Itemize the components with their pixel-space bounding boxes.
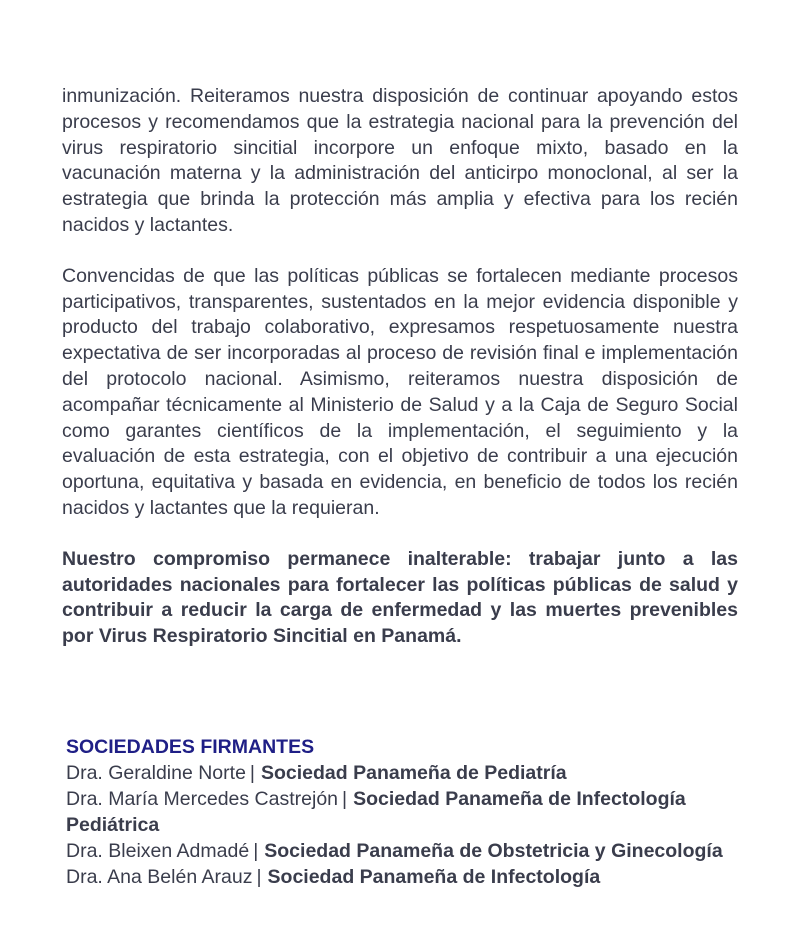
signer-name: Dra. Geraldine Norte (66, 762, 246, 784)
signer-separator: | (256, 866, 262, 888)
signer-row (66, 786, 766, 838)
signer-organization: Sociedad Panameña de Infectología (267, 866, 601, 888)
signer-name: Dra. Ana Belén Arauz (66, 866, 253, 888)
signer-name: Dra. María Mercedes Castrejón (66, 788, 339, 810)
paragraph-commitment: Nuestro compromiso permanece inalterable: trabajar junto a las autoridades nacionales para fortalecer las políticas públicas de salud y contribuir a reducir la carga de enfermedad y las muertes prevenibles por Virus Respiratorio Sincitial en Panamá. (62, 547, 738, 648)
signers-title: SOCIEDADES FIRMANTES (66, 736, 315, 758)
signer-separator: | (253, 840, 259, 862)
signer-separator: | (342, 788, 348, 810)
signer-organization: Sociedad Panameña de Pediatría (261, 762, 567, 784)
signer-name: Dra. Bleixen Admadé (66, 840, 250, 862)
signing-societies (66, 734, 766, 890)
signer-row (66, 760, 766, 786)
signer-organization: Sociedad Panameña de Infectología Pediátrica (66, 788, 686, 836)
paragraph-immunization: inmunización. Reiteramos nuestra disposición de continuar apoyando estos procesos y recomendamos que la estrategia nacional para la prevención del virus respiratorio sincitial incorpore un enfoque mixto, basado en la vacunación materna y la administración del anticirpo monoclonal, al ser la estrategia que brinda la protección más amplia y efectiva para los recién nacidos y lactantes. (62, 85, 738, 236)
signer-separator: | (249, 762, 255, 784)
paragraph-public-policies: Convencidas de que las políticas públicas se fortalecen mediante procesos participativos, transparentes, sustentados en la mejor evidencia disponible y producto del trabajo colaborativo, expresamos respetuosamente nuestra expectativa de ser incorporadas al proceso de revisión final e implementación del protocolo nacional. Asimismo, reiteramos nuestra disposición de acompañar técnicamente al Ministerio de Salud y a la Caja de Seguro Social como garantes científicos de la implementación, el seguimiento y la evaluación de esta estrategia, con el objetivo de contribuir a una ejecución oportuna, equitativa y basada en evidencia, en beneficio de todos los recién nacidos y lactantes que la requieran. (62, 264, 738, 519)
signer-row (66, 838, 766, 864)
signer-row (66, 864, 766, 890)
signer-organization: Sociedad Panameña de Obstetricia y Ginecología (264, 840, 723, 862)
letter-body (62, 84, 738, 650)
